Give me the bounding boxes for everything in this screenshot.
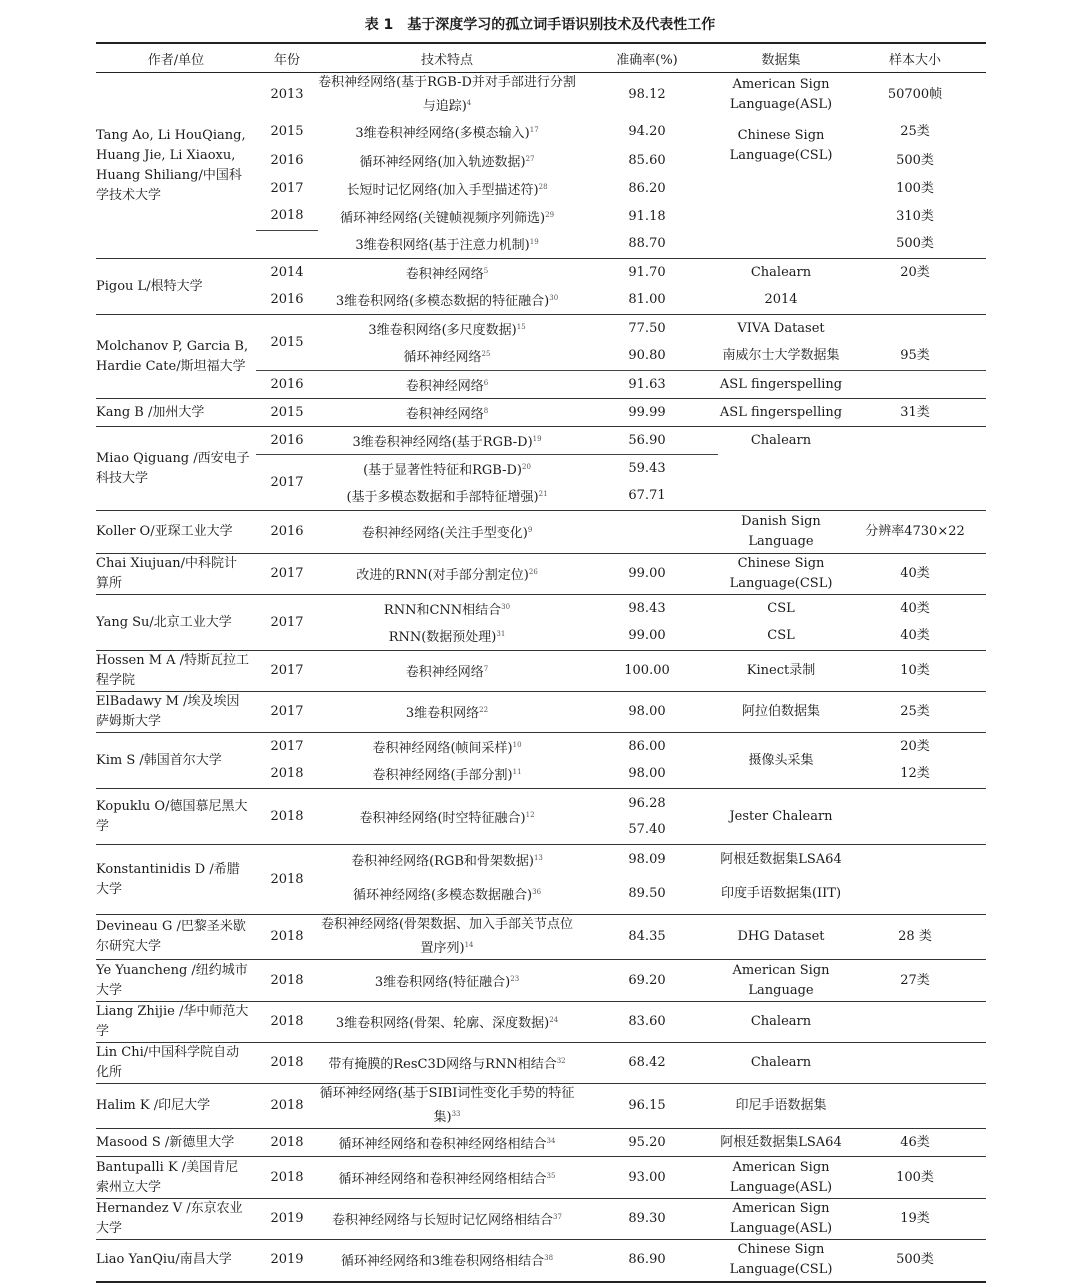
table-row	[96, 733, 986, 761]
tech-cell: 循环神经网络和卷积神经网络相结合$^{34}$	[318, 1129, 576, 1157]
dataset-cell: 阿根廷数据集LSA64	[718, 1129, 844, 1157]
accuracy-cell: 91.63	[576, 371, 718, 399]
accuracy-cell: 81.00	[628, 292, 666, 308]
table-row	[96, 845, 986, 875]
tech-cell: 3维卷积神经网络(多模态输入)$^{17}$	[355, 126, 539, 141]
ref-mark: 26	[528, 568, 538, 576]
ref-mark: 29	[545, 210, 555, 219]
table-row	[96, 915, 986, 960]
dataset-cell: Chalearn	[718, 1002, 844, 1043]
size-cell: 31类	[844, 399, 986, 427]
dataset-cell: VIVA Dataset	[718, 315, 844, 343]
size-cell: 19类	[844, 1199, 986, 1240]
col-author-header: 作者/单位	[96, 43, 256, 73]
dataset-cell: American Sign Language	[718, 960, 844, 1002]
table-row	[96, 1043, 986, 1084]
dataset-cell: ASL fingerspelling	[718, 371, 844, 399]
ref-mark: 23	[510, 974, 520, 983]
ref-mark: 22	[479, 706, 489, 714]
year-cell: 2018	[256, 789, 318, 845]
tech-cell: 3维卷积神经网络(基于RGB-D)$^{19}$	[318, 427, 576, 455]
author-cell: Ye Yuancheng /纽约城市大学	[96, 960, 256, 1002]
author-cell: Devineau G /巴黎圣米歇尔研究大学	[96, 915, 256, 960]
table-row	[96, 73, 986, 118]
caption-text: 基于深度学习的孤立词手语识别技术及代表性工作	[407, 17, 716, 33]
author-cell: Hernandez V /东京农业大学	[96, 1199, 256, 1240]
size-cell	[844, 427, 986, 455]
accuracy-cell: 98.12	[576, 73, 718, 118]
tech-cell: 3维卷积网络$^{22}$	[318, 692, 576, 733]
year-cell: 2013	[256, 73, 318, 118]
accuracy-cell: 89.50	[628, 886, 666, 902]
size-cell: 20类	[844, 259, 986, 287]
author-cell: Kang B /加州大学	[96, 399, 256, 427]
author-cell: Halim K /印尼大学	[96, 1084, 256, 1129]
year-cell: 2017	[256, 733, 318, 761]
tech-cell: 循环神经网络和卷积神经网络相结合$^{35}$	[318, 1157, 576, 1199]
ref-mark: 38	[544, 1254, 554, 1263]
year-cell: 2018	[256, 960, 318, 1002]
dataset-cell: 阿根廷数据集LSA64	[718, 845, 844, 875]
tech-cell: 长短时记忆网络(加入手型描述符)$^{28}$	[346, 182, 548, 198]
ref-mark: 30	[549, 294, 559, 303]
tech-cell: 3维卷积网络(特征融合)$^{23}$	[318, 960, 576, 1002]
author-cell: Kopuklu O/德国慕尼黑大学	[96, 789, 256, 845]
ref-mark: 30	[501, 602, 511, 611]
accuracy-cell: 96.15	[576, 1084, 718, 1129]
dataset-cell: 印尼手语数据集	[718, 1084, 844, 1129]
accuracy-cell: 88.70	[628, 236, 666, 252]
author-cell: Liang Zhijie /华中师范大学	[96, 1002, 256, 1043]
ref-mark: 9	[527, 526, 533, 534]
dataset-cell: Chinese Sign Language(CSL)	[718, 554, 844, 595]
author-cell: Pigou L/根特大学	[96, 259, 256, 315]
accuracy-cell: 95.20	[576, 1129, 718, 1157]
table-row	[96, 1002, 986, 1043]
year-cell: 2018	[256, 1084, 318, 1129]
ref-mark: 17	[529, 126, 539, 134]
accuracy-cell: 100.00	[576, 651, 718, 692]
dataset-cell: American Sign Language(ASL)	[718, 1199, 844, 1240]
year-cell: 2018	[256, 845, 318, 915]
dataset-cell: 阿拉伯数据集	[718, 692, 844, 733]
table-row	[96, 1084, 986, 1129]
size-cell	[844, 1084, 986, 1129]
accuracy-cell: 86.20	[628, 180, 666, 196]
size-cell	[844, 483, 986, 511]
tech-cell: 3维卷积网络(多模态数据的特征融合)$^{30}$	[335, 294, 559, 310]
dataset-cell: CSL	[718, 595, 844, 623]
size-cell: 40类	[900, 628, 930, 644]
ref-mark: 34	[546, 1136, 556, 1145]
author-cell: Yang Su/北京工业大学	[96, 595, 256, 651]
accuracy-cell: 99.00	[576, 554, 718, 595]
size-cell	[844, 789, 986, 845]
year-cell: 2018	[256, 915, 318, 960]
ref-mark: 8	[483, 406, 489, 415]
tech-cell: 卷积神经网络$^8$	[318, 399, 576, 427]
size-cell: 50700帧	[844, 73, 986, 118]
table-row	[96, 789, 986, 845]
size-cell	[844, 845, 986, 875]
dataset-cell: Danish Sign Language	[718, 511, 844, 554]
dataset-cell: American Sign Language(ASL)	[718, 73, 844, 118]
size-cell: 12类	[900, 766, 930, 782]
accuracy-cell: 89.30	[576, 1199, 718, 1240]
col-size-header: 样本大小	[844, 43, 986, 73]
ref-mark: 25	[481, 350, 491, 359]
tech-cell: 卷积神经网络(骨架数据、加入手部关节点位置序列)$^{14}$	[318, 915, 576, 960]
size-cell: 95类	[900, 348, 930, 364]
ref-mark: 13	[533, 853, 543, 862]
year-cell: 2018	[256, 1157, 318, 1199]
author-cell: Lin Chi/中国科学院自动化所	[96, 1043, 256, 1084]
size-cell	[844, 287, 986, 315]
tech-cell: RNN(数据预处理)$^{31}$	[388, 630, 506, 646]
year-cell: 2017	[270, 180, 304, 196]
tech-cell: 卷积神经网络(RGB和骨架数据)$^{13}$	[318, 845, 576, 875]
accuracy-cell: 98.43	[576, 595, 718, 623]
accuracy-cell: 93.00	[576, 1157, 718, 1199]
dataset-cell: Chalearn	[718, 259, 844, 287]
ref-mark: 37	[553, 1213, 562, 1221]
size-cell	[844, 371, 986, 399]
year-cell: 2017	[256, 554, 318, 595]
dataset-cell: Chinese Sign Language(CSL)	[718, 1240, 844, 1282]
author-cell: Konstantinidis D /希腊大学	[96, 845, 256, 915]
tech-cell: 3维卷积网络(骨架、轮廓、深度数据)$^{24}$	[318, 1002, 576, 1043]
size-cell: 分辨率4730×22	[844, 511, 986, 554]
ref-mark: 27	[525, 154, 535, 163]
tech-cell: 3维卷积网络(多尺度数据)$^{15}$	[318, 315, 576, 343]
year-cell: 2018	[270, 766, 304, 782]
ref-mark: 21	[538, 490, 548, 499]
tech-cell: 循环神经网络和3维卷积网络相结合$^{38}$	[318, 1240, 576, 1282]
ref-mark: 32	[556, 1057, 566, 1065]
table-row	[96, 511, 986, 554]
accuracy-cell	[576, 511, 718, 554]
accuracy-cell: 83.60	[576, 1002, 718, 1043]
ref-mark: 6	[483, 378, 489, 387]
accuracy-cell: 99.99	[576, 399, 718, 427]
table-row	[96, 315, 986, 343]
dataset-cell: ASL fingerspelling	[718, 399, 844, 427]
accuracy-cell: 94.20	[628, 124, 666, 139]
accuracy-cell: 91.70	[576, 259, 718, 287]
accuracy-cell: 68.42	[576, 1043, 718, 1084]
size-cell: 40类	[844, 554, 986, 595]
dataset-cell: 南威尔士大学数据集	[722, 348, 840, 364]
size-cell: 20类	[844, 733, 986, 761]
accuracy-cell: 99.00	[628, 628, 666, 644]
col-accuracy-header: 准确率(%)	[576, 43, 718, 73]
table-row	[96, 692, 986, 733]
ref-mark: 20	[522, 462, 531, 471]
caption-label: 表 1	[364, 17, 394, 33]
ref-mark: 12	[525, 810, 535, 819]
year-cell: 2015	[256, 315, 318, 371]
size-cell	[844, 875, 986, 915]
table-row	[96, 1199, 986, 1240]
size-cell: 27类	[844, 960, 986, 1002]
dataset-cell: Jester Chalearn	[718, 789, 844, 845]
dataset-cell	[718, 231, 844, 259]
ref-mark: 28	[538, 182, 548, 191]
tech-cell: 循环神经网络(多模态数据融合)$^{36}$	[352, 888, 542, 904]
dataset-cell	[718, 175, 844, 203]
accuracy-cell: 84.35	[576, 915, 718, 960]
author-cell: Masood S /新德里大学	[96, 1129, 256, 1157]
ref-mark: 31	[496, 630, 506, 639]
col-dataset-header: 数据集	[718, 43, 844, 73]
dataset-cell: 2014	[764, 292, 798, 308]
table-row	[96, 960, 986, 1002]
year-cell: 2017	[256, 595, 318, 651]
year-cell: 2016	[270, 292, 304, 308]
year-cell: 2017	[256, 455, 318, 511]
dataset-cell: Kinect录制	[718, 651, 844, 692]
accuracy-cell: 91.18	[628, 208, 666, 224]
size-cell: 310类	[896, 208, 934, 224]
tech-cell: 卷积神经网络(关注手型变化)$^9$	[318, 511, 576, 554]
tech-cell: 卷积神经网络(基于RGB-D并对手部进行分割与追踪)$^4$	[318, 73, 576, 118]
year-cell	[256, 231, 318, 259]
tech-cell: 3维卷积网络(基于注意力机制)$^{19}$	[355, 238, 539, 254]
col-year-header: 年份	[256, 43, 318, 73]
size-cell: 25类	[844, 692, 986, 733]
ref-mark: 24	[549, 1016, 559, 1024]
tech-cell: 循环神经网络$^{25}$	[403, 350, 491, 366]
table-caption	[0, 14, 1080, 34]
ref-mark: 7	[483, 665, 489, 673]
accuracy-cell: 67.71	[628, 488, 666, 504]
size-cell: 25类	[900, 124, 930, 139]
accuracy-cell: 98.09	[576, 845, 718, 875]
accuracy-cell: 86.00	[576, 733, 718, 761]
dataset-cell: Chinese Sign Language(CSL)	[729, 128, 833, 163]
author-cell: Chai Xiujuan/中科院计算所	[96, 554, 256, 595]
accuracy-cell: 59.43	[576, 455, 718, 483]
year-cell: 2018	[256, 1129, 318, 1157]
year-cell: 2014	[256, 259, 318, 287]
accuracy-cell: 86.90	[576, 1240, 718, 1282]
size-cell	[844, 455, 986, 483]
tech-cell: RNN和CNN相结合$^{30}$	[318, 595, 576, 623]
tech-cell: 带有掩膜的ResC3D网络与RNN相结合$^{32}$	[318, 1043, 576, 1084]
ref-mark: 11	[512, 768, 522, 777]
year-cell: 2016	[256, 427, 318, 455]
tech-cell: 卷积神经网络(时空特征融合)$^{12}$	[318, 789, 576, 845]
tech-cell: (基于多模态数据和手部特征增强)$^{21}$	[346, 490, 548, 506]
col-tech-header: 技术特点	[318, 43, 576, 73]
tech-cell: 改进的RNN(对手部分割定位)$^{26}$	[318, 554, 576, 595]
table-row	[96, 1157, 986, 1199]
author-cell: Hossen M A /特斯瓦拉工程学院	[96, 651, 256, 692]
size-cell: 500类	[844, 1240, 986, 1282]
author-cell: Bantupalli K /美国肯尼索州立大学	[96, 1157, 256, 1199]
size-cell: 100类	[896, 180, 934, 196]
author-cell: Molchanov P, Garcia B, Hardie Cate/斯坦福大学	[96, 315, 256, 399]
author-cell: Tang Ao, Li HouQiang, Huang Jie, Li Xiaoxu, Huang Shiliang/中国科学技术大学	[96, 73, 256, 259]
year-cell: 2018	[256, 1002, 318, 1043]
year-cell: 2015	[270, 124, 304, 139]
dataset-cell: Chalearn	[718, 427, 844, 455]
dataset-cell: Chalearn	[718, 1043, 844, 1084]
results-table	[96, 42, 986, 1283]
ref-mark: 5	[483, 266, 489, 275]
ref-mark: 33	[451, 1110, 461, 1118]
tech-cell: 循环神经网络(基于SIBI词性变化手势的特征集)$^{33}$	[318, 1084, 576, 1129]
tech-cell: (基于显著性特征和RGB-D)$^{20}$	[318, 455, 576, 483]
ref-mark: 4	[466, 99, 472, 108]
year-cell: 2016	[256, 511, 318, 554]
ref-mark: 10	[512, 740, 522, 749]
dataset-cell	[718, 203, 844, 231]
ref-mark: 35	[546, 1171, 556, 1180]
ref-mark: 15	[516, 322, 526, 331]
table-row	[96, 595, 986, 623]
year-cell: 2019	[256, 1199, 318, 1240]
year-cell: 2017	[256, 651, 318, 692]
size-cell: 500类	[896, 152, 934, 168]
dataset-cell: 印度手语数据集(IIT)	[720, 886, 842, 902]
table-row	[96, 1240, 986, 1282]
accuracy-cell: 98.00	[628, 766, 666, 782]
year-cell: 2018	[256, 1043, 318, 1084]
accuracy-cell: 96.28 57.40	[576, 789, 718, 845]
author-cell: Miao Qiguang /西安电子科技大学	[96, 427, 256, 511]
dataset-cell	[718, 483, 844, 511]
size-cell	[844, 1043, 986, 1084]
tech-cell: 循环神经网络(加入轨迹数据)$^{27}$	[359, 154, 535, 170]
year-cell: 2015	[256, 399, 318, 427]
size-cell: 100类	[844, 1157, 986, 1199]
size-cell: 40类	[844, 595, 986, 623]
size-cell: 10类	[844, 651, 986, 692]
accuracy-cell: 98.00	[576, 692, 718, 733]
header-row	[96, 43, 986, 73]
accuracy-cell: 85.60	[628, 152, 666, 168]
year-cell: 2016	[270, 152, 304, 168]
year-cell: 2017	[256, 692, 318, 733]
author-cell: ElBadawy M /埃及埃因萨姆斯大学	[96, 692, 256, 733]
table-row	[96, 1129, 986, 1157]
table-row	[96, 427, 986, 455]
tech-cell: 卷积神经网络$^7$	[318, 651, 576, 692]
accuracy-cell: 56.90	[576, 427, 718, 455]
size-cell	[844, 1002, 986, 1043]
year-cell: 2016	[256, 371, 318, 399]
table-row	[96, 259, 986, 287]
accuracy-cell: 77.50	[576, 315, 718, 343]
year-cell: 2019	[256, 1240, 318, 1282]
tech-cell: 卷积神经网络$^5$	[318, 259, 576, 287]
ref-mark: 19	[529, 238, 539, 247]
author-cell: Kim S /韩国首尔大学	[96, 733, 256, 789]
dataset-cell: DHG Dataset	[718, 915, 844, 960]
tech-cell: 循环神经网络(关键帧视频序列筛选)$^{29}$	[339, 210, 555, 226]
author-cell: Liao YanQiu/南昌大学	[96, 1240, 256, 1282]
table-row	[96, 651, 986, 692]
size-cell	[844, 315, 986, 343]
tech-cell: 卷积神经网络(帧间采样)$^{10}$	[318, 733, 576, 761]
size-cell: 28 类	[844, 915, 986, 960]
year-cell: 2018	[270, 208, 304, 224]
tech-cell: 卷积神经网络$^6$	[318, 371, 576, 399]
ref-mark: 19	[532, 434, 542, 443]
size-cell: 46类	[844, 1129, 986, 1157]
dataset-cell: CSL	[767, 628, 795, 644]
tech-cell: 卷积神经网络与长短时记忆网络相结合$^{37}$	[318, 1199, 576, 1240]
author-cell: Koller O/亚琛工业大学	[96, 511, 256, 554]
accuracy-cell: 69.20	[576, 960, 718, 1002]
size-cell: 500类	[896, 236, 934, 252]
dataset-cell: American Sign Language(ASL)	[718, 1157, 844, 1199]
tech-cell: 卷积神经网络(手部分割)$^{11}$	[372, 768, 522, 784]
ref-mark: 36	[532, 888, 542, 897]
ref-mark: 14	[464, 941, 474, 949]
accuracy-cell: 90.80	[628, 348, 666, 364]
dataset-cell	[718, 455, 844, 483]
table-row	[96, 399, 986, 427]
dataset-cell: 摄像头采集	[718, 733, 844, 789]
table-row	[96, 554, 986, 595]
